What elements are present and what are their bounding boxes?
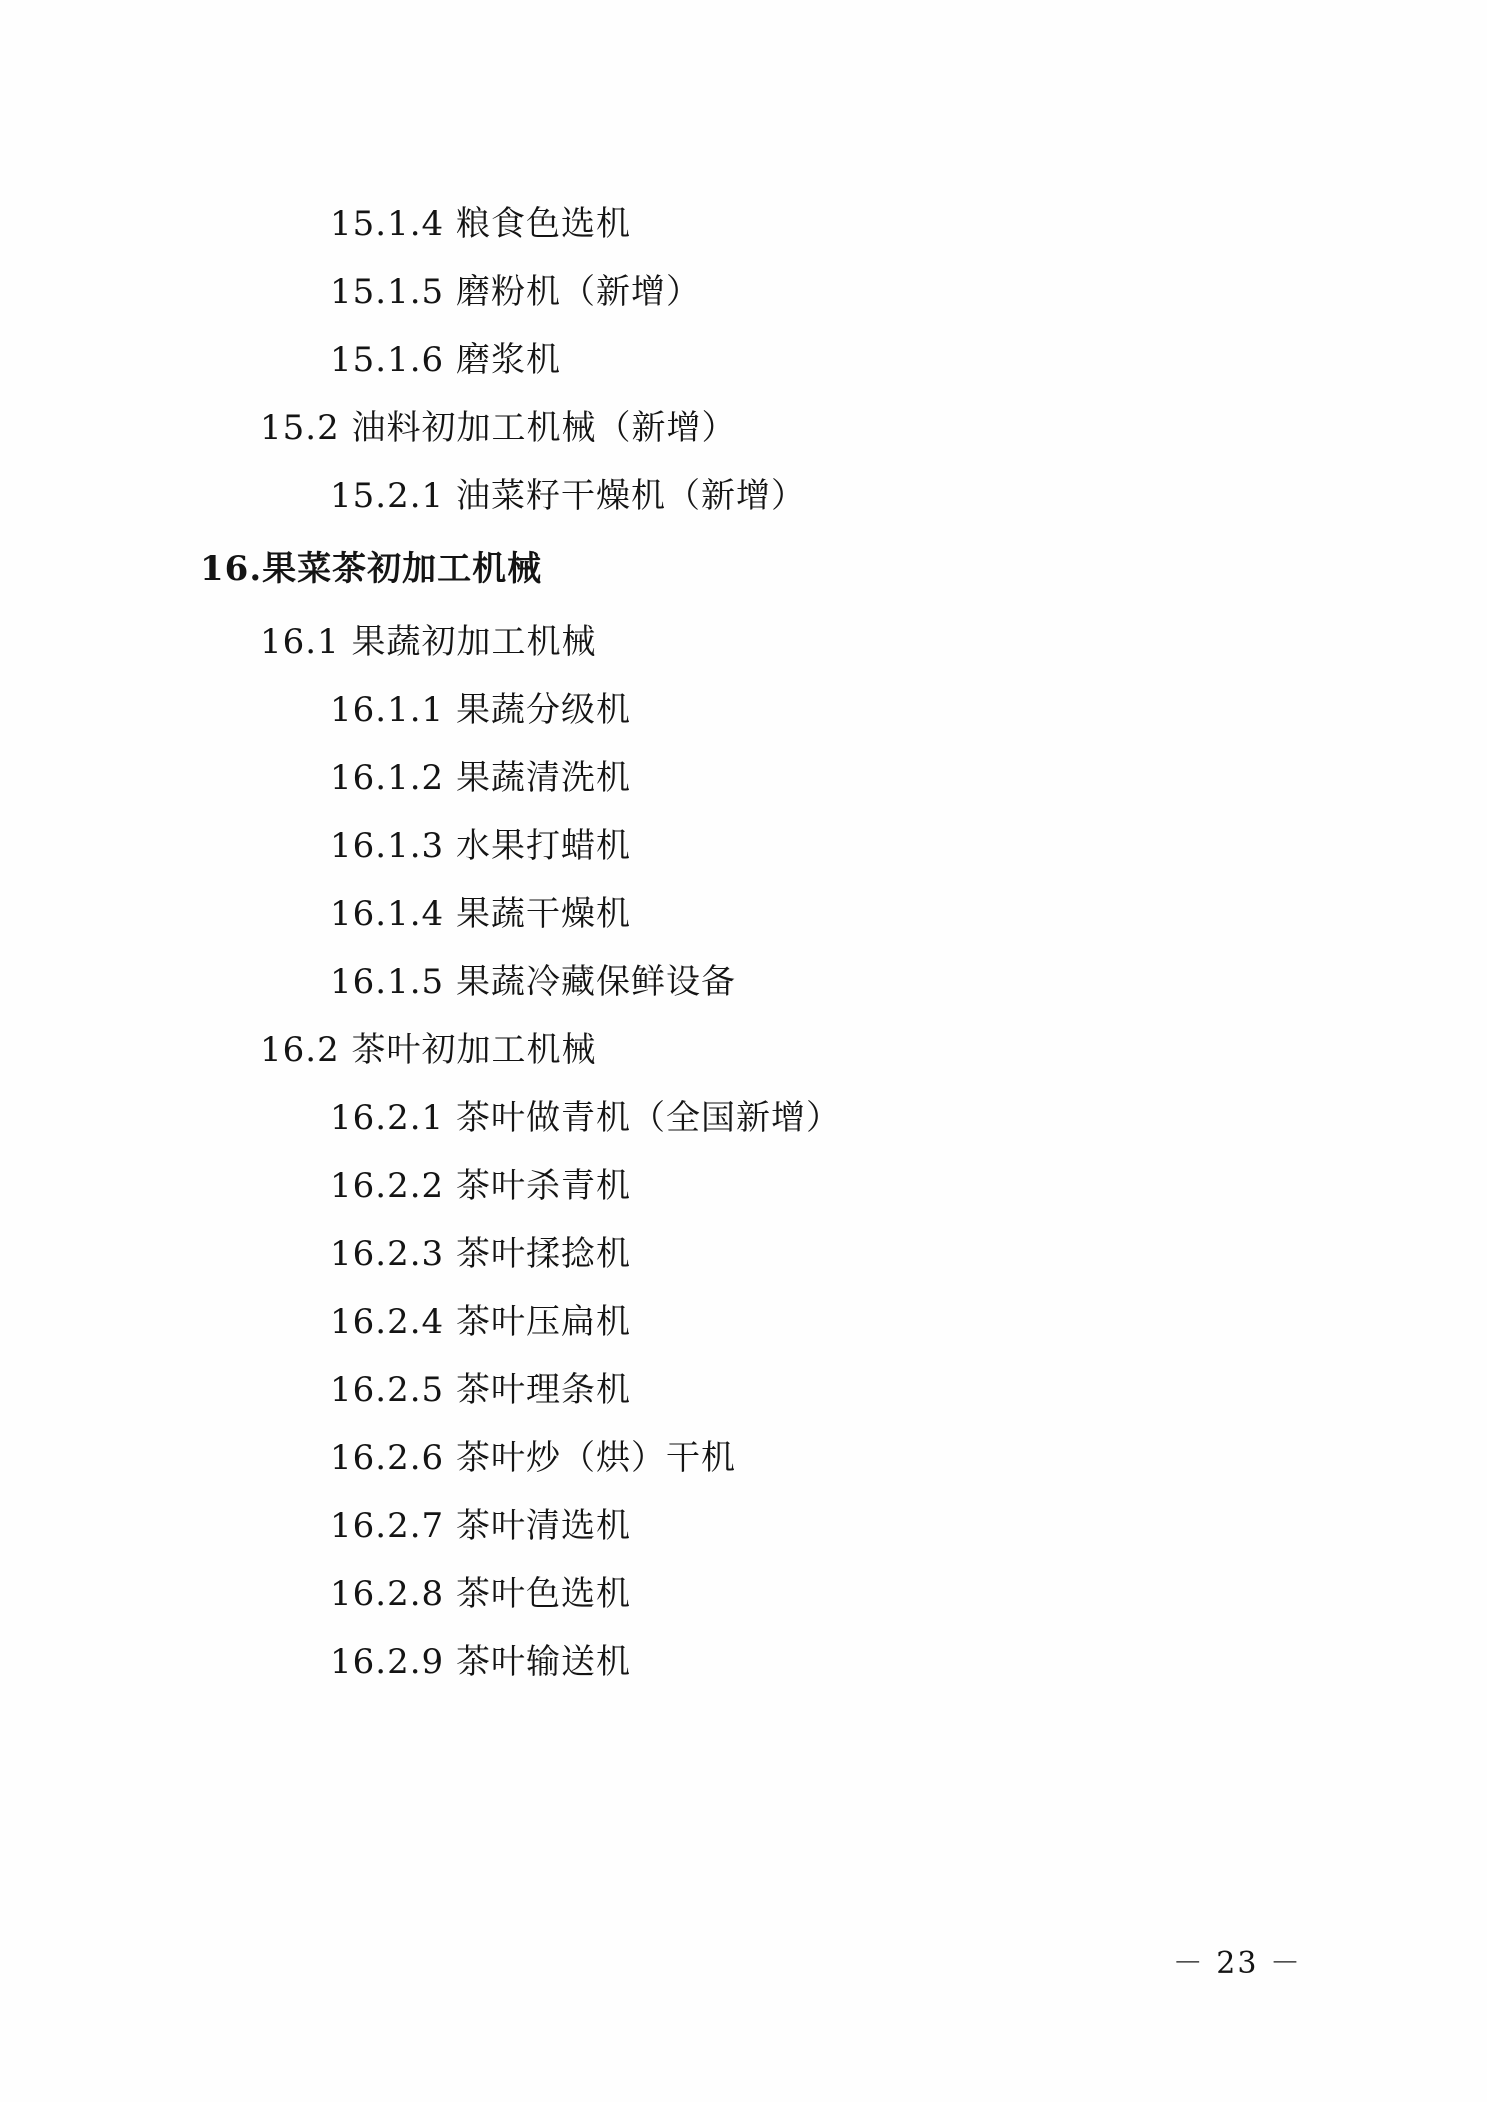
list-item: 16.1 果蔬初加工机械 [260,622,597,662]
list-item: 15.2 油料初加工机械（新增） [260,408,737,448]
section-heading: 16.果菜茶初加工机械 [200,549,543,589]
list-item: 16.2.3 茶叶揉捻机 [330,1234,631,1274]
list-item: 15.2.1 油菜籽干燥机（新增） [330,476,806,516]
list-item: 16.1.3 水果打蜡机 [330,826,631,866]
list-item: 16.2.6 茶叶炒（烘）干机 [330,1438,736,1478]
list-item: 16.1.5 果蔬冷藏保鲜设备 [330,962,736,1002]
list-item: 16.2 茶叶初加工机械 [260,1030,597,1070]
list-item: 16.2.9 茶叶输送机 [330,1642,631,1682]
list-item: 15.1.6 磨浆机 [330,340,561,380]
list-item: 16.2.4 茶叶压扁机 [330,1302,631,1342]
list-item: 16.2.1 茶叶做青机（全国新增） [330,1098,841,1138]
list-item: 16.2.7 茶叶清选机 [330,1506,631,1546]
list-item: 16.1.4 果蔬干燥机 [330,894,631,934]
list-item: 16.2.5 茶叶理条机 [330,1370,631,1410]
page-number: － 23 － [1172,1946,1302,1981]
list-item: 16.1.2 果蔬清洗机 [330,758,631,798]
list-item: 16.1.1 果蔬分级机 [330,690,631,730]
document-body [190,190,1310,1696]
list-item: 15.1.4 粮食色选机 [330,204,631,244]
list-item: 16.2.2 茶叶杀青机 [330,1166,631,1206]
list-item: 16.2.8 茶叶色选机 [330,1574,631,1614]
list-item: 15.1.5 磨粉机（新增） [330,272,701,312]
